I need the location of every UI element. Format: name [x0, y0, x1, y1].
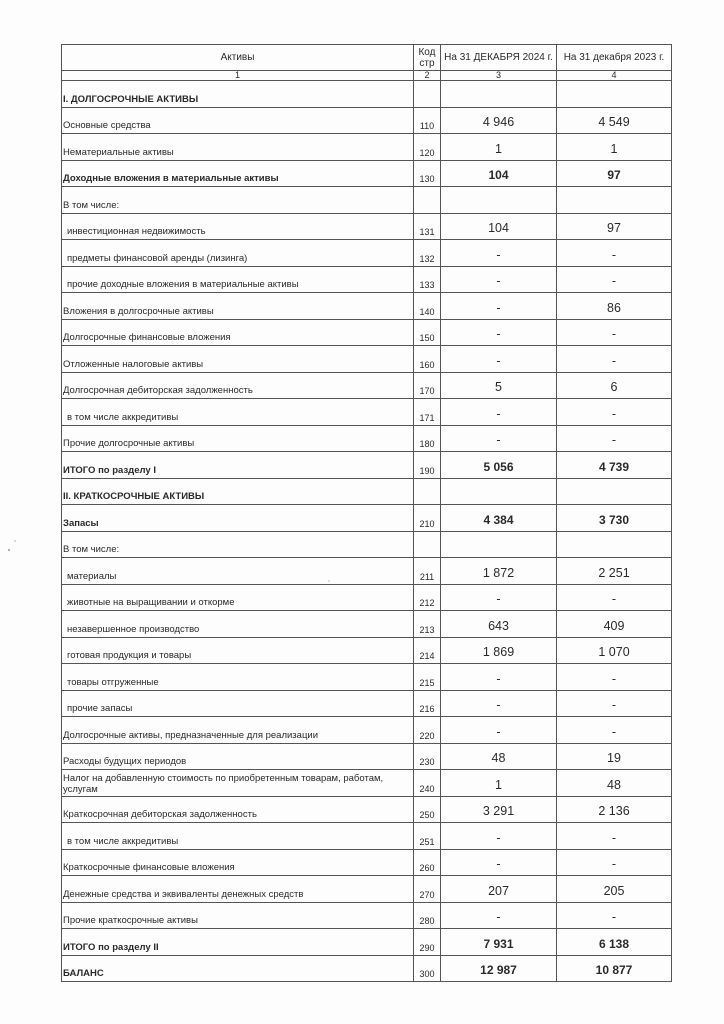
value-2023: 48: [557, 770, 672, 797]
row-code: 150: [414, 319, 441, 346]
value-2023: -: [557, 584, 672, 611]
row-label: Денежные средства и эквиваленты денежных средств: [62, 876, 414, 903]
row-code: 170: [414, 372, 441, 399]
value-2023: [557, 81, 672, 108]
row-label: Нематериальные активы: [62, 134, 414, 161]
row-label: прочие доходные вложения в материальные активы: [62, 266, 414, 293]
row-code: 240: [414, 770, 441, 797]
assets-table: [61, 44, 672, 982]
value-2024: 4 946: [441, 107, 557, 134]
value-2024: 5 056: [441, 452, 557, 479]
table-row: [62, 955, 672, 982]
row-label: животные на выращивании и откорме: [62, 584, 414, 611]
row-code: 131: [414, 213, 441, 240]
row-code: 130: [414, 160, 441, 187]
column-numbers-row: [62, 71, 672, 81]
row-code: 133: [414, 266, 441, 293]
value-2023: 1: [557, 134, 672, 161]
value-2023: -: [557, 240, 672, 267]
table-row: [62, 637, 672, 664]
row-code: 250: [414, 796, 441, 823]
header-code: Код стр: [414, 45, 441, 71]
header-row: [62, 45, 672, 71]
value-2024: -: [441, 717, 557, 744]
value-2024: -: [441, 399, 557, 426]
value-2024: -: [441, 849, 557, 876]
row-label: Долгосрочные активы, предназначенные для реализации: [62, 717, 414, 744]
table-row: [62, 743, 672, 770]
value-2024: -: [441, 425, 557, 452]
value-2024: -: [441, 664, 557, 691]
table-row: [62, 902, 672, 929]
row-code: [414, 478, 441, 505]
scan-speck: [8, 549, 10, 551]
row-label: Прочие долгосрочные активы: [62, 425, 414, 452]
table-row: [62, 452, 672, 479]
row-code: [414, 531, 441, 558]
value-2024: [441, 531, 557, 558]
row-label: предметы финансовой аренды (лизинга): [62, 240, 414, 267]
row-label: В том числе:: [62, 531, 414, 558]
value-2023: -: [557, 902, 672, 929]
table-row: [62, 399, 672, 426]
row-code: 220: [414, 717, 441, 744]
row-label: Отложенные налоговые активы: [62, 346, 414, 373]
value-2024: 5: [441, 372, 557, 399]
table-row: [62, 319, 672, 346]
table-row: [62, 584, 672, 611]
table-row: [62, 929, 672, 956]
value-2024: 48: [441, 743, 557, 770]
row-label: готовая продукция и товары: [62, 637, 414, 664]
value-2023: 10 877: [557, 955, 672, 982]
table-row: [62, 849, 672, 876]
value-2024: -: [441, 584, 557, 611]
row-label: товары отгруженные: [62, 664, 414, 691]
row-label: ИТОГО по разделу I: [62, 452, 414, 479]
row-code: 280: [414, 902, 441, 929]
value-2023: [557, 187, 672, 214]
row-label: Долгосрочные финансовые вложения: [62, 319, 414, 346]
table-row: [62, 478, 672, 505]
table-row: [62, 81, 672, 108]
table-row: [62, 293, 672, 320]
value-2023: 6 138: [557, 929, 672, 956]
value-2024: [441, 478, 557, 505]
value-2023: 409: [557, 611, 672, 638]
row-label: Краткосрочная дебиторская задолженность: [62, 796, 414, 823]
row-label: Краткосрочные финансовые вложения: [62, 849, 414, 876]
row-label: Доходные вложения в материальные активы: [62, 160, 414, 187]
value-2024: 104: [441, 160, 557, 187]
row-code: 270: [414, 876, 441, 903]
row-label: II. КРАТКОСРОЧНЫЕ АКТИВЫ: [62, 478, 414, 505]
row-label: Вложения в долгосрочные активы: [62, 293, 414, 320]
row-label: Долгосрочная дебиторская задолженность: [62, 372, 414, 399]
value-2023: -: [557, 266, 672, 293]
value-2024: -: [441, 346, 557, 373]
value-2024: [441, 187, 557, 214]
value-2024: -: [441, 266, 557, 293]
value-2023: 4 549: [557, 107, 672, 134]
value-2024: 1: [441, 134, 557, 161]
value-2023: -: [557, 346, 672, 373]
value-2024: 7 931: [441, 929, 557, 956]
table-row: [62, 876, 672, 903]
value-2024: -: [441, 240, 557, 267]
value-2024: -: [441, 293, 557, 320]
row-code: 213: [414, 611, 441, 638]
value-2024: -: [441, 902, 557, 929]
row-label: I. ДОЛГОСРОЧНЫЕ АКТИВЫ: [62, 81, 414, 108]
table-row: [62, 107, 672, 134]
value-2023: [557, 478, 672, 505]
header-2023: На 31 декабря 2023 г.: [557, 45, 672, 71]
row-code: 230: [414, 743, 441, 770]
header-2024: На 31 ДЕКАБРЯ 2024 г.: [441, 45, 557, 71]
value-2023: 19: [557, 743, 672, 770]
row-label: ИТОГО по разделу II: [62, 929, 414, 956]
value-2023: [557, 531, 672, 558]
row-code: [414, 81, 441, 108]
row-code: [414, 187, 441, 214]
row-label: инвестиционная недвижимость: [62, 213, 414, 240]
table-row: [62, 187, 672, 214]
value-2023: -: [557, 823, 672, 850]
column-number-1: 1: [62, 71, 414, 81]
balance-sheet: [61, 44, 671, 982]
value-2023: 97: [557, 213, 672, 240]
row-label: Расходы будущих периодов: [62, 743, 414, 770]
value-2024: 1: [441, 770, 557, 797]
table-row: [62, 823, 672, 850]
value-2023: -: [557, 849, 672, 876]
row-code: 190: [414, 452, 441, 479]
value-2023: 4 739: [557, 452, 672, 479]
header-assets: Активы: [62, 45, 414, 71]
value-2024: 4 384: [441, 505, 557, 532]
row-label: в том числе аккредитивы: [62, 823, 414, 850]
value-2023: 1 070: [557, 637, 672, 664]
value-2023: 2 251: [557, 558, 672, 585]
value-2023: -: [557, 664, 672, 691]
value-2023: 97: [557, 160, 672, 187]
value-2024: 1 872: [441, 558, 557, 585]
row-label: БАЛАНС: [62, 955, 414, 982]
value-2023: 6: [557, 372, 672, 399]
table-body: [62, 81, 672, 982]
value-2023: 3 730: [557, 505, 672, 532]
value-2024: 3 291: [441, 796, 557, 823]
value-2024: 104: [441, 213, 557, 240]
row-code: 216: [414, 690, 441, 717]
table-row: [62, 690, 672, 717]
table-row: [62, 770, 672, 797]
scan-speck: [328, 580, 330, 582]
row-code: 212: [414, 584, 441, 611]
value-2023: -: [557, 717, 672, 744]
row-label: Налог на добавленную стоимость по приобретенным товарам, работам, услугам: [62, 770, 414, 797]
table-row: [62, 134, 672, 161]
row-label: в том числе аккредитивы: [62, 399, 414, 426]
row-code: 211: [414, 558, 441, 585]
value-2024: 643: [441, 611, 557, 638]
column-number-4: 4: [557, 71, 672, 81]
table-row: [62, 266, 672, 293]
column-number-3: 3: [441, 71, 557, 81]
row-code: 110: [414, 107, 441, 134]
row-code: 215: [414, 664, 441, 691]
row-label: материалы: [62, 558, 414, 585]
value-2023: 86: [557, 293, 672, 320]
row-label: В том числе:: [62, 187, 414, 214]
value-2024: 12 987: [441, 955, 557, 982]
value-2024: 1 869: [441, 637, 557, 664]
table-row: [62, 372, 672, 399]
table-row: [62, 796, 672, 823]
row-code: 120: [414, 134, 441, 161]
row-code: 260: [414, 849, 441, 876]
table-row: [62, 558, 672, 585]
table-row: [62, 240, 672, 267]
table-row: [62, 160, 672, 187]
table-row: [62, 505, 672, 532]
row-code: 251: [414, 823, 441, 850]
row-code: 180: [414, 425, 441, 452]
row-code: 171: [414, 399, 441, 426]
value-2023: -: [557, 690, 672, 717]
table-row: [62, 664, 672, 691]
row-code: 300: [414, 955, 441, 982]
table-row: [62, 611, 672, 638]
row-code: 290: [414, 929, 441, 956]
table-row: [62, 425, 672, 452]
row-label: незавершенное производство: [62, 611, 414, 638]
value-2023: 205: [557, 876, 672, 903]
row-code: 214: [414, 637, 441, 664]
value-2024: -: [441, 690, 557, 717]
row-code: 210: [414, 505, 441, 532]
row-code: 140: [414, 293, 441, 320]
table-row: [62, 213, 672, 240]
value-2023: 2 136: [557, 796, 672, 823]
table-row: [62, 346, 672, 373]
table-row: [62, 717, 672, 744]
scan-speck: [14, 540, 16, 542]
row-label: прочие запасы: [62, 690, 414, 717]
table-row: [62, 531, 672, 558]
value-2024: 207: [441, 876, 557, 903]
value-2023: -: [557, 425, 672, 452]
row-label: Прочие краткосрочные активы: [62, 902, 414, 929]
column-number-2: 2: [414, 71, 441, 81]
value-2024: [441, 81, 557, 108]
row-code: 160: [414, 346, 441, 373]
row-code: 132: [414, 240, 441, 267]
row-label: Запасы: [62, 505, 414, 532]
value-2024: -: [441, 823, 557, 850]
value-2024: -: [441, 319, 557, 346]
value-2023: -: [557, 319, 672, 346]
value-2023: -: [557, 399, 672, 426]
row-label: Основные средства: [62, 107, 414, 134]
